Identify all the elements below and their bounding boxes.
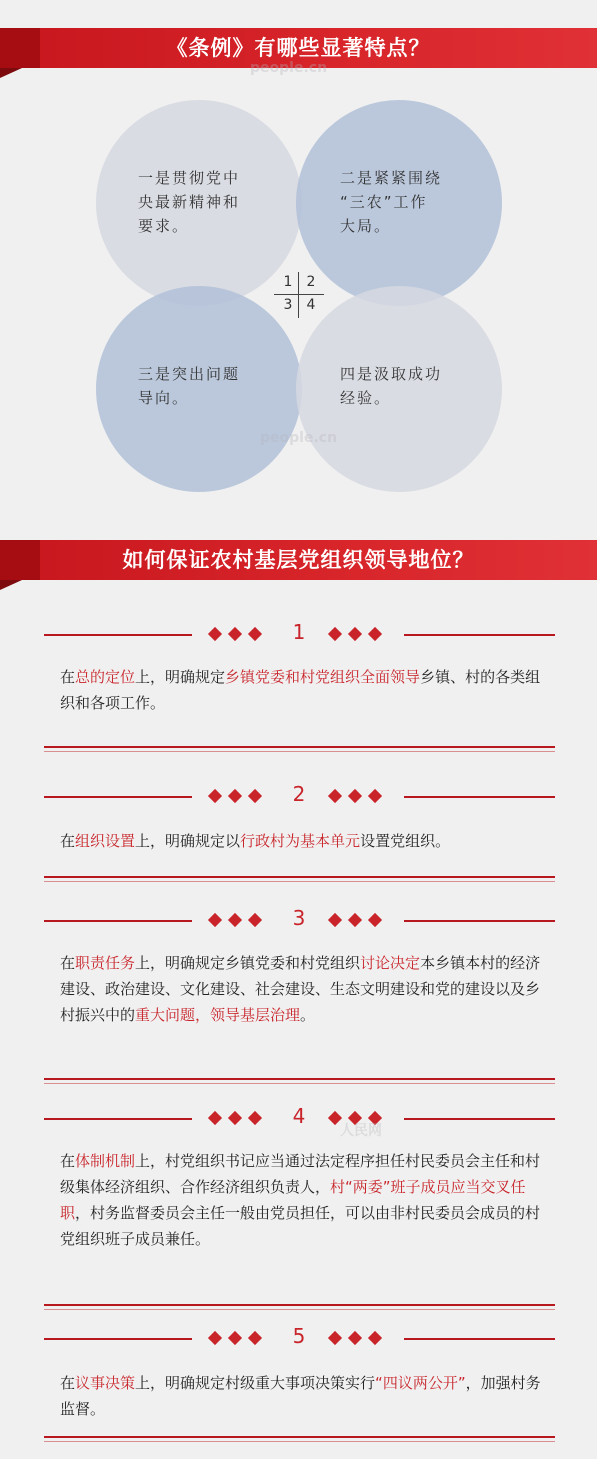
watermark-logo: people.cn [260,430,338,446]
section-divider [44,906,555,932]
diamond-icon [228,627,242,641]
section-divider [44,1324,555,1350]
quadrant-number-3: 3 [283,297,293,313]
section-number: 3 [292,906,306,930]
section-number: 1 [292,620,306,644]
feature-2-text: 二是紧紧围绕 “三农”工作 大局。 [340,169,443,235]
section-divider [44,620,555,646]
diamond-icon [228,913,242,927]
section-number: 5 [292,1324,306,1348]
diamond-icon [348,1331,362,1345]
section-paragraph: 在总的定位上，明确规定乡镇党委和村党组织全面领导乡镇、村的各类组织和各项工作。 [60,668,541,712]
diamond-icon [368,1331,382,1345]
diamond-icon [328,1331,342,1345]
diamond-icon [208,913,222,927]
quadrant-number-4: 4 [306,297,316,313]
diamond-icon [248,1111,262,1125]
diamond-icon [328,627,342,641]
diamond-icon [368,627,382,641]
diamond-icon [328,789,342,803]
diamond-icon [208,1111,222,1125]
quadrant-number-2: 2 [306,274,316,290]
diamond-icon [248,789,262,803]
section-paragraph: 在职责任务上，明确规定乡镇党委和村党组织讨论决定本乡镇本村的经济建设、政治建设、文化建设、社会建设、生态文明建设和党的建设以及乡村振兴中的重大问题，领导基层治理。 [60,954,541,1024]
diamond-icon [228,789,242,803]
diamond-icon [348,913,362,927]
diamond-icon [248,1331,262,1345]
diamond-icon [248,913,262,927]
diamond-icon [208,627,222,641]
section-divider [44,782,555,808]
watermark-logo: 人民网 [340,1123,382,1139]
quadrant-number-grid [274,272,324,318]
diamond-icon [228,1111,242,1125]
feature-4-text: 四是汲取成功 经验。 [340,365,443,407]
diamond-icon [348,789,362,803]
section-number: 2 [292,782,306,806]
watermark-logo: people.cn [250,60,328,76]
section-paragraph: 在体制机制上，村党组织书记应当通过法定程序担任村民委员会主任和村级集体经济组织、合作经济组织负责人，村“两委”班子成员应当交叉任职，村务监督委员会主任一般由党员担任，可以由非村民委员会成员的村党组织班子成员兼任。 [60,1152,541,1248]
section-number: 4 [292,1104,306,1128]
diamond-icon [208,789,222,803]
diamond-icon [348,627,362,641]
feature-3-text: 三是突出问题 导向。 [138,365,241,407]
diamond-icon [368,913,382,927]
diamond-icon [228,1331,242,1345]
quadrant-number-1: 1 [283,274,293,290]
diamond-icon [248,627,262,641]
diamond-icon [208,1331,222,1345]
section-title-features: 《条例》有哪些显著特点？ [166,36,431,60]
section-divider [44,1104,555,1130]
header-banner-leadership [0,536,597,582]
diamond-icon [328,913,342,927]
section-title-leadership: 如何保证农村基层党组织领导地位？ [122,548,475,572]
section-paragraph: 在议事决策上，明确规定村级重大事项决策实行“四议两公开”，加强村务监督。 [60,1374,541,1418]
diamond-icon [368,789,382,803]
feature-1-text: 一是贯彻党中 央最新精神和 要求。 [138,169,241,235]
section-paragraph: 在组织设置上，明确规定以行政村为基本单元设置党组织。 [60,832,451,850]
